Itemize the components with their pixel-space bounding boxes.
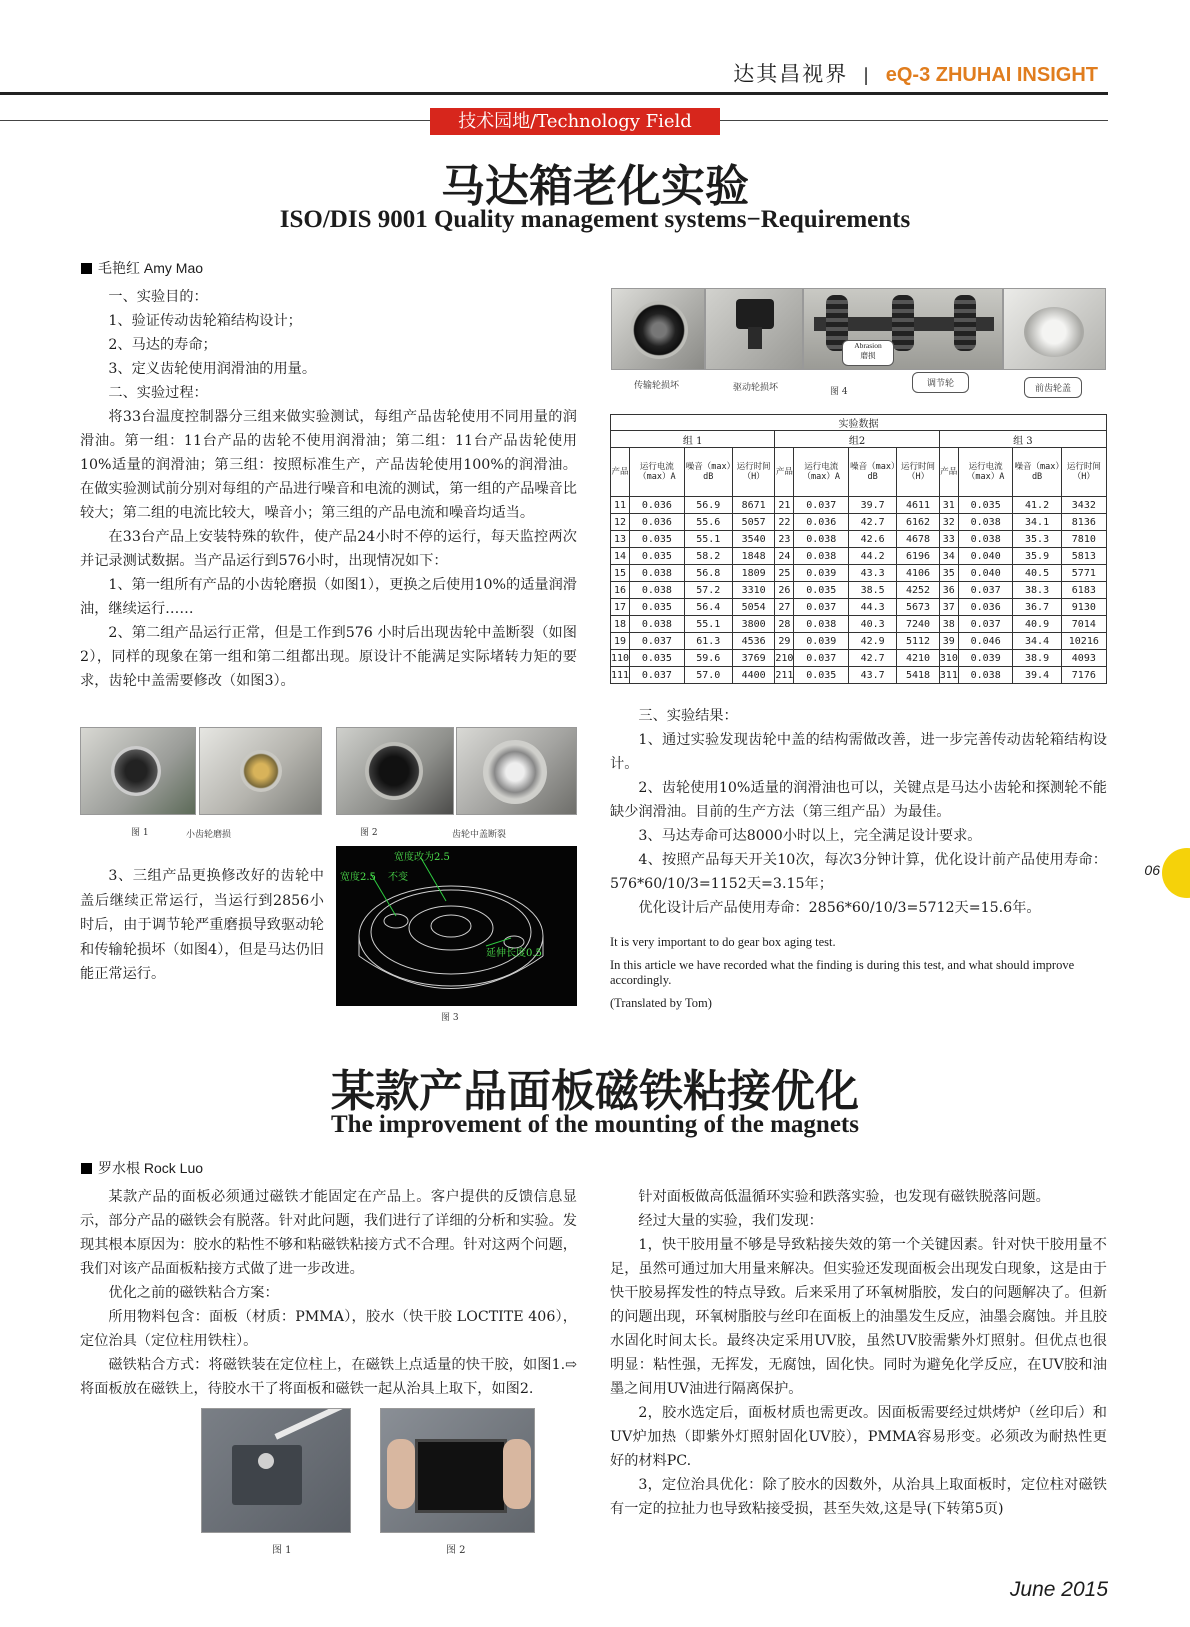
table-row — [611, 548, 1107, 565]
table-column-header: 噪音（max）dB — [684, 448, 732, 497]
table-cell: 0.039 — [794, 565, 849, 582]
paragraph: 3、定义齿轮使用润滑油的用量。 — [108, 361, 317, 377]
table-cell: 55.1 — [684, 616, 732, 633]
table-cell: 39.4 — [1013, 667, 1061, 684]
table-cell: 58.2 — [684, 548, 732, 565]
table-cell: 14 — [611, 548, 630, 565]
fig4-photo-front-cover — [1003, 288, 1106, 370]
table-cell: 0.040 — [958, 565, 1013, 582]
table-cell: 33 — [939, 531, 958, 548]
table-cell: 0.037 — [794, 497, 849, 514]
table-cell: 4252 — [897, 582, 940, 599]
table-cell: 6162 — [897, 514, 940, 531]
table-title: 实验数据 — [611, 415, 1107, 431]
fig4-photo-drive — [705, 288, 803, 370]
table-cell: 8671 — [732, 497, 775, 514]
table-row — [611, 599, 1107, 616]
table-cell: 35.3 — [1013, 531, 1061, 548]
table-cell: 10216 — [1061, 633, 1106, 650]
paragraph: 二、实验过程： — [108, 385, 208, 401]
table-cell: 40.9 — [1013, 616, 1061, 633]
table-cell: 0.035 — [630, 548, 685, 565]
table-cell: 5418 — [897, 667, 940, 684]
table-cell: 55.1 — [684, 531, 732, 548]
paragraph: 4、按照产品每天开关10次，每次3分钟计算，优化设计前产品使用寿命：576*60/10/3=1152天=3.15年； — [610, 852, 1107, 892]
fig4-caption: 图 4 — [830, 387, 848, 397]
table-cell: 34 — [939, 548, 958, 565]
header-brand: eQ-3 ZHUHAI INSIGHT — [885, 64, 1098, 86]
table-cell: 59.6 — [684, 650, 732, 667]
table-row — [611, 633, 1107, 650]
table-cell: 22 — [775, 514, 794, 531]
table-cell: 0.035 — [630, 531, 685, 548]
footer-date: June 2015 — [1009, 1578, 1108, 1601]
table-cell: 29 — [775, 633, 794, 650]
table-cell: 35.9 — [1013, 548, 1061, 565]
paragraph: 经过大量的实验，我们发现： — [638, 1213, 823, 1229]
article1-title-cn: 马达箱老化实验 — [441, 161, 749, 212]
table-cell: 0.035 — [958, 497, 1013, 514]
paragraph: 某款产品的面板必须通过磁铁才能固定在产品上。客户提供的反馈信息显示，部分产品的磁铁会有脱落。针对此问题，我们进行了详细的分析和实验。发现其根本原因为：胶水的粘性不够和粘磁铁粘接方式不合理。针对这两个问题，我们对该产品面板粘接方式做了进一步改进。 — [80, 1189, 577, 1277]
table-column-header: 运行时间（H） — [897, 448, 940, 497]
table-cell: 57.0 — [684, 667, 732, 684]
table-cell: 310 — [939, 650, 958, 667]
table-row — [611, 582, 1107, 599]
table-body — [611, 497, 1107, 684]
table-cell: 4210 — [897, 650, 940, 667]
paragraph: 针对面板做高低温循环实验和跌落实验，也发现有磁铁脱落问题。 — [638, 1189, 1050, 1205]
fig2-description: 齿轮中盖断裂 — [452, 830, 507, 840]
table-cell: 43.7 — [849, 667, 897, 684]
table-cell: 0.038 — [958, 667, 1013, 684]
table-cell: 41.2 — [1013, 497, 1061, 514]
fig4-label-front: 前齿轮盖 — [1024, 377, 1082, 398]
table-cell: 38.9 — [1013, 650, 1061, 667]
table-column-header: 噪音（max）dB — [849, 448, 897, 497]
table-cell: 110 — [611, 650, 630, 667]
table-cell: 21 — [775, 497, 794, 514]
article2-right-column — [610, 1185, 1107, 1521]
table-cell: 18 — [611, 616, 630, 633]
table-cell: 16 — [611, 582, 630, 599]
table-cell: 0.039 — [794, 633, 849, 650]
paragraph: 1，快干胶用量不够是导致粘接失效的第一个关键因素。针对快干胶用量不足，虽然可通过加大用量来解决。但实验还发现面板会出现发白现象，这是由于快干胶易挥发性的特点导致。后来采用了环氧树脂胶，发白的问题解决了。但新的问题出现，环氧树脂胶与丝印在面板上的油墨发生反应，油墨会腐蚀。并且胶水固化时间太长。最终决定采用UV胶，虽然UV胶需紫外灯照射。但优点也很明显：粘性强，无挥发，无腐蚀，固化快。同时为避免化学反应，在UV胶和油墨之间用UV油进行隔离保护。 — [610, 1237, 1107, 1397]
paragraph: 三、实验结果： — [638, 708, 738, 724]
table-cell: 0.036 — [794, 514, 849, 531]
table-cell: 24 — [775, 548, 794, 565]
table-group-row — [611, 431, 1107, 448]
article2-fig1-photo — [201, 1408, 351, 1533]
table-cell: 5673 — [897, 599, 940, 616]
table-cell: 0.038 — [794, 548, 849, 565]
table-cell: 0.039 — [958, 650, 1013, 667]
paragraph: 1、通过实验发现齿轮中盖的结构需做改善，进一步完善传动齿轮箱结构设计。 — [610, 732, 1107, 772]
table-cell: 61.3 — [684, 633, 732, 650]
paragraph: 所用物料包含：面板（材质：PMMA），胶水（快干胶 LOCTITE 406），定位治具（定位柱用铁柱）。 — [80, 1309, 577, 1349]
table-cell: 42.9 — [849, 633, 897, 650]
table-row — [611, 616, 1107, 633]
callout-text-en: Abrasion — [854, 341, 882, 350]
table-cell: 0.037 — [958, 582, 1013, 599]
table-cell: 0.038 — [630, 582, 685, 599]
paragraph: 一、实验目的： — [108, 289, 208, 305]
table-cell: 44.2 — [849, 548, 897, 565]
table-cell: 6183 — [1061, 582, 1106, 599]
table-cell: 19 — [611, 633, 630, 650]
table-cell: 3540 — [732, 531, 775, 548]
table-cell: 7176 — [1061, 667, 1106, 684]
paragraph: 3、马达寿命可达8000小时以上，完全满足设计要求。 — [638, 828, 982, 844]
table-cell: 56.8 — [684, 565, 732, 582]
table-cell: 0.038 — [958, 514, 1013, 531]
fig4-label-adjust: 调节轮 — [912, 372, 969, 393]
table-cell: 0.046 — [958, 633, 1013, 650]
table-cell: 0.036 — [630, 497, 685, 514]
table-cell: 34.4 — [1013, 633, 1061, 650]
paragraph: 在33台产品上安装特殊的软件，使产品24小时不停的运行，每天监控两次并记录测试数据。当产品运行到576小时，出现情况如下： — [80, 529, 577, 569]
header-cn: 达其昌视界 — [733, 62, 849, 86]
table-row — [611, 531, 1107, 548]
table-cell: 25 — [775, 565, 794, 582]
header-sep: | — [862, 65, 872, 86]
table-cell: 39.7 — [849, 497, 897, 514]
article1-left-column — [80, 285, 577, 693]
table-cell: 1809 — [732, 565, 775, 582]
table-cell: 40.5 — [1013, 565, 1061, 582]
article1-left-column-lower — [80, 864, 324, 987]
paragraph: 磁铁粘合方式：将磁铁装在定位柱上，在磁铁上点适量的快干胶，如图1.⇨将面板放在磁铁上，待胶水干了将面板和磁铁一起从治具上取下，如图2. — [80, 1357, 577, 1397]
table-cell: 0.035 — [630, 599, 685, 616]
paragraph: 3、三组产品更换修改好的齿轮中盖后继续正常运行，当运行到2856小时后，由于调节轮严重磨损导致驱动轮和传输轮损坏（如图4），但是马达仍旧能正常运行。 — [80, 868, 324, 982]
table-cell: 28 — [775, 616, 794, 633]
fig3-cad-drawing — [336, 846, 577, 1006]
table-cell: 0.035 — [794, 582, 849, 599]
page-tab-marker — [1162, 848, 1190, 898]
table-cell: 31 — [939, 497, 958, 514]
table-cell: 39 — [939, 633, 958, 650]
table-cell: 38.3 — [1013, 582, 1061, 599]
paragraph: 2、第二组产品运行正常，但是工作到576 小时后出现齿轮中盖断裂（如图2），同样的现象在第一组和第二组都出现。原设计不能满足实际堵转力矩的要求，齿轮中盖需要修改（如图3）。 — [80, 625, 577, 689]
table-cell: 7014 — [1061, 616, 1106, 633]
paragraph: 2、马达的寿命； — [108, 337, 217, 353]
article2-fig2-photo — [380, 1408, 535, 1533]
table-cell: 0.040 — [958, 548, 1013, 565]
fig1-photo-a — [80, 727, 196, 815]
paragraph: 1、第一组所有产品的小齿轮磨损（如图1），更换之后使用10%的适量润滑油，继续运行…… — [80, 577, 577, 617]
fig4-label-drive: 驱动轮损坏 — [733, 383, 779, 393]
table-cell: 26 — [775, 582, 794, 599]
table-cell: 17 — [611, 599, 630, 616]
table-cell: 4678 — [897, 531, 940, 548]
table-cell: 5813 — [1061, 548, 1106, 565]
table-cell: 5771 — [1061, 565, 1106, 582]
fig1-caption: 图 1 — [131, 828, 149, 838]
table-cell: 8136 — [1061, 514, 1106, 531]
table-row — [611, 514, 1107, 531]
table-cell: 3310 — [732, 582, 775, 599]
table-cell: 5054 — [732, 599, 775, 616]
table-title-row — [611, 415, 1107, 431]
table-cell: 23 — [775, 531, 794, 548]
table-cell: 0.037 — [794, 650, 849, 667]
table-column-header: 噪音（max）dB — [1013, 448, 1061, 497]
table-cell: 11 — [611, 497, 630, 514]
paragraph: 优化之前的磁铁粘合方案： — [108, 1285, 279, 1301]
fig1-description: 小齿轮磨损 — [186, 830, 232, 840]
table-cell: 37 — [939, 599, 958, 616]
paragraph: 将33台温度控制器分三组来做实验测试，每组产品齿轮使用不同用量的润滑油。第一组：11台产品的齿轮不使用润滑油；第二组：11台产品齿轮使用10%适量的润滑油；第三组：按照标准生产，产品齿轮使用100%的润滑油。在做实验测试前分别对每组的产品进行噪音和电流的测试，第一组的产品噪音比较大；第二组的电流比较大，噪音小；第三组的产品电流和噪音均适当。 — [80, 409, 577, 521]
table-cell: 0.037 — [630, 667, 685, 684]
article2-fig2-caption: 图 2 — [446, 1545, 466, 1556]
paragraph: 1、验证传动齿轮箱结构设计； — [108, 313, 302, 329]
table-cell: 42.7 — [849, 650, 897, 667]
paragraph: 优化设计后产品使用寿命：2856*60/10/3=5712天=15.6年。 — [638, 900, 1041, 916]
table-cell: 0.036 — [630, 514, 685, 531]
table-cell: 0.037 — [794, 599, 849, 616]
table-row — [611, 667, 1107, 684]
fig1-photo-b — [199, 727, 322, 815]
table-cell: 32 — [939, 514, 958, 531]
table-cell: 44.3 — [849, 599, 897, 616]
english-paragraph: In this article we have recorded what the finding is during this test, and what should improve accordingly. — [610, 958, 1075, 987]
fig2-caption: 图 2 — [360, 828, 378, 838]
fig3-label-left: 宽度2.5 — [340, 872, 376, 883]
table-cell: 311 — [939, 667, 958, 684]
table-cell: 111 — [611, 667, 630, 684]
table-cell: 9130 — [1061, 599, 1106, 616]
table-cell: 55.6 — [684, 514, 732, 531]
table-cell: 210 — [775, 650, 794, 667]
table-cell: 4536 — [732, 633, 775, 650]
table-column-header: 产品 — [939, 448, 958, 497]
table-cell: 42.7 — [849, 514, 897, 531]
table-cell: 0.038 — [958, 531, 1013, 548]
paragraph: 2，胶水选定后，面板材质也需更改。因面板需要经过烘烤炉（丝印后）和UV炉加热（即紫外灯照射固化UV胶），PMMA容易形变。必须改为耐热性更好的材料PC. — [610, 1405, 1107, 1469]
fig4-callout-abrasion — [842, 340, 894, 366]
article1-right-column — [610, 704, 1107, 920]
table-cell: 3800 — [732, 616, 775, 633]
table-cell: 56.4 — [684, 599, 732, 616]
article2-title-cn: 某款产品面板磁铁粘接优化 — [331, 1066, 859, 1117]
table-cell: 27 — [775, 599, 794, 616]
table-subheader-row — [611, 448, 1107, 497]
fig2-photo-a — [336, 727, 454, 815]
table-cell: 4093 — [1061, 650, 1106, 667]
table-column-header: 运行电流（max）A — [794, 448, 849, 497]
table-cell: 0.035 — [630, 650, 685, 667]
table-cell: 0.037 — [958, 616, 1013, 633]
table-cell: 56.9 — [684, 497, 732, 514]
table-cell: 5057 — [732, 514, 775, 531]
paragraph: 3，定位治具优化：除了胶水的因数外，从治具上取面板时，定位柱对磁铁有一定的拉扯力也导致粘接受损，甚至失效,这是导(下转第5页) — [610, 1477, 1107, 1517]
fig4-photo-transmission — [611, 288, 705, 370]
table-group-header: 组2 — [775, 431, 939, 448]
english-paragraph: It is very important to do gear box aging test. — [610, 935, 836, 949]
fig3-caption: 图 3 — [441, 1013, 459, 1023]
table-cell: 35 — [939, 565, 958, 582]
table-cell: 0.038 — [630, 616, 685, 633]
table-group-header: 组 1 — [611, 431, 775, 448]
table-column-header: 运行时间（H） — [732, 448, 775, 497]
table-cell: 43.3 — [849, 565, 897, 582]
header-rule — [0, 92, 1108, 95]
table-cell: 0.038 — [794, 616, 849, 633]
table-cell: 0.037 — [630, 633, 685, 650]
fig4-photo-worm-gears — [803, 288, 1003, 370]
article1-title-en: ISO/DIS 9001 Quality management systems−Requirements — [279, 206, 911, 233]
article2-left-column — [80, 1185, 577, 1401]
callout-text-cn: 磨损 — [860, 351, 876, 360]
fig3-label-right: 延伸长度0.5 — [486, 948, 542, 959]
table-cell: 4106 — [897, 565, 940, 582]
fig3-label-left-2: 不变 — [388, 872, 408, 883]
table-cell: 7240 — [897, 616, 940, 633]
table-cell: 1848 — [732, 548, 775, 565]
fig2-photo-b — [456, 727, 577, 815]
section-tag: 技术园地/Technology Field — [430, 108, 720, 135]
table-row — [611, 565, 1107, 582]
table-cell: 13 — [611, 531, 630, 548]
english-paragraph: (Translated by Tom) — [610, 996, 712, 1010]
table-cell: 5112 — [897, 633, 940, 650]
fig3-label-top: 宽度改为2.5 — [394, 852, 450, 863]
experiment-data-table — [610, 414, 1107, 684]
article1-english-summary — [610, 935, 1107, 1019]
table-cell: 42.6 — [849, 531, 897, 548]
table-cell: 36 — [939, 582, 958, 599]
table-cell: 3769 — [732, 650, 775, 667]
table-column-header: 产品 — [611, 448, 630, 497]
table-cell: 34.1 — [1013, 514, 1061, 531]
table-row — [611, 497, 1107, 514]
table-cell: 0.036 — [958, 599, 1013, 616]
table-column-header: 产品 — [775, 448, 794, 497]
page-number: 06 — [1144, 862, 1160, 878]
table-cell: 40.3 — [849, 616, 897, 633]
table-row — [611, 650, 1107, 667]
article2-fig1-caption: 图 1 — [272, 1545, 292, 1556]
table-cell: 4400 — [732, 667, 775, 684]
article2-author: 罗水根 Rock Luo — [81, 1158, 203, 1178]
table-cell: 57.2 — [684, 582, 732, 599]
table-cell: 6196 — [897, 548, 940, 565]
table-group-header: 组 3 — [939, 431, 1106, 448]
table-cell: 4611 — [897, 497, 940, 514]
table-cell: 0.035 — [794, 667, 849, 684]
table-cell: 12 — [611, 514, 630, 531]
table-cell: 7810 — [1061, 531, 1106, 548]
paragraph: 2、齿轮使用10%适量的润滑油也可以，关键点是马达小齿轮和探测轮不能缺少润滑油。目前的生产方法（第三组产品）为最佳。 — [610, 780, 1107, 820]
table-cell: 15 — [611, 565, 630, 582]
table-column-header: 运行电流（max）A — [630, 448, 685, 497]
table-cell: 0.038 — [794, 531, 849, 548]
table-cell: 0.038 — [630, 565, 685, 582]
article1-author: 毛艳红 Amy Mao — [81, 258, 203, 278]
table-cell: 38.5 — [849, 582, 897, 599]
table-cell: 211 — [775, 667, 794, 684]
table-column-header: 运行时间（H） — [1061, 448, 1106, 497]
table-cell: 36.7 — [1013, 599, 1061, 616]
table-cell: 3432 — [1061, 497, 1106, 514]
header-banner — [733, 58, 1098, 88]
fig4-label-transmission: 传输轮损坏 — [634, 381, 680, 391]
table-cell: 38 — [939, 616, 958, 633]
article2-title-en: The improvement of the mounting of the magnets — [331, 1111, 859, 1138]
table-column-header: 运行电流（max）A — [958, 448, 1013, 497]
